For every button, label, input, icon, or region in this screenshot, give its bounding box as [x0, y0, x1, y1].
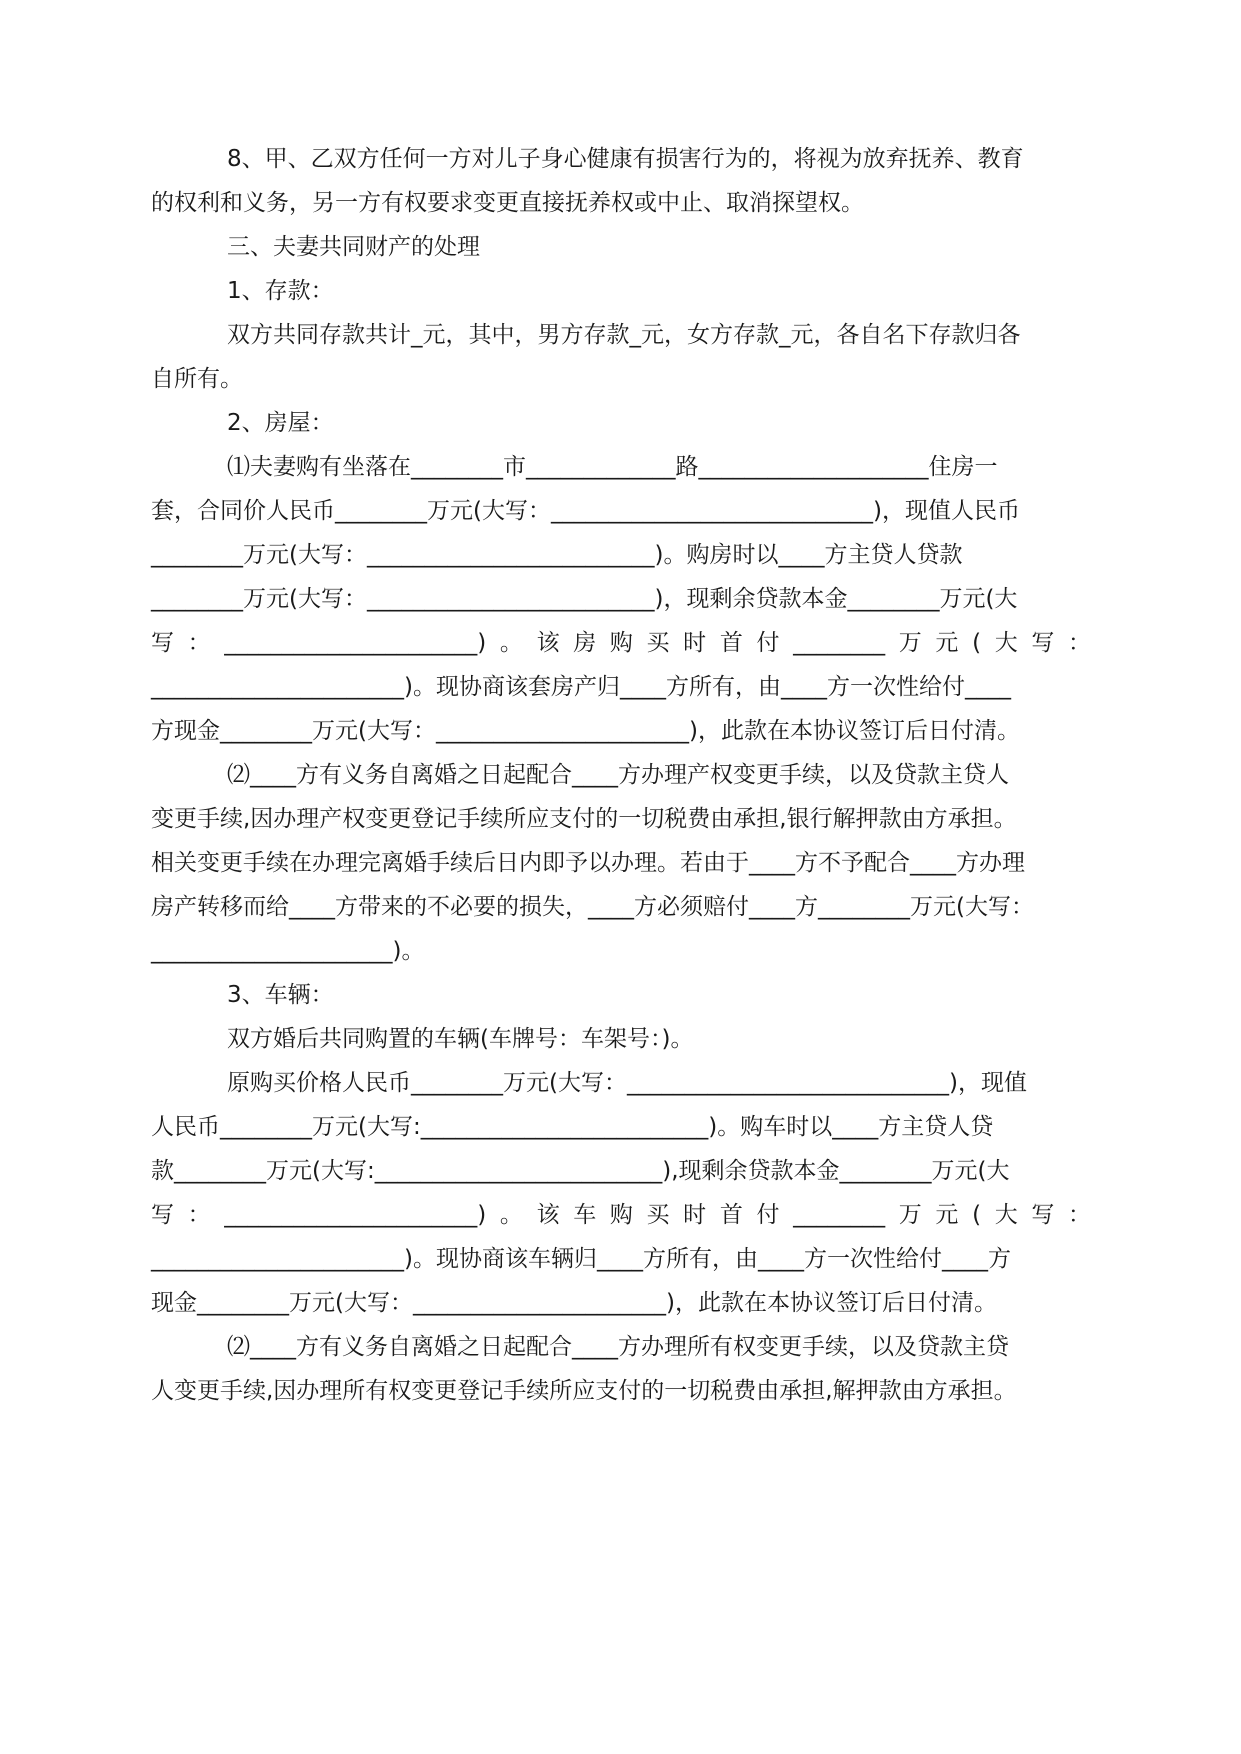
paragraph-line: 写：______________________)。该房购买时首付________万元(大写：: [151, 630, 1091, 656]
paragraph-line: ⑵____方有义务自离婚之日起配合____方办理所有权变更手续，以及贷款主贷: [227, 1334, 1009, 1360]
paragraph-line: ______________________)。现协商该车辆归____方所有，由____方一次性给付____方: [151, 1246, 1011, 1272]
paragraph-line: ______________________)。现协商该套房产归____方所有，由____方一次性给付____: [151, 674, 1011, 700]
paragraph-line: ⑴夫妻购有坐落在________市_____________路____________________住房一: [227, 454, 998, 480]
paragraph-line: 8、甲、乙双方任何一方对儿子身心健康有损害行为的，将视为放弃抚养、教育: [227, 146, 1024, 172]
paragraph-line: ________万元(大写：_________________________)。购房时以____方主贷人贷款: [151, 542, 963, 568]
paragraph-line: 套，合同价人民币________万元(大写：____________________________)，现值人民币: [151, 498, 1020, 524]
subsection-heading: 3、车辆：: [227, 982, 334, 1008]
paragraph-line: 的权利和义务，另一方有权要求变更直接抚养权或中止、取消探望权。: [151, 190, 864, 216]
paragraph-line: 方现金________万元(大写：______________________)，此款在本协议签订后日付清。: [151, 718, 1020, 744]
paragraph-line: 人民币________万元(大写:_________________________)。购车时以____方主贷人贷: [151, 1114, 994, 1140]
paragraph-line: ⑵____方有义务自离婚之日起配合____方办理产权变更手续，以及贷款主贷人: [227, 762, 1009, 788]
paragraph-line: 房产转移而给____方带来的不必要的损失，____方必须赔付____方________万元(大写：: [151, 894, 1034, 920]
paragraph-line: _____________________)。: [151, 938, 425, 964]
section-heading: 三、夫妻共同财产的处理: [227, 234, 480, 260]
paragraph-line: 款________万元(大写:_________________________),现剩余贷款本金________万元(大: [151, 1158, 1010, 1184]
paragraph-line: 双方婚后共同购置的车辆(车牌号：车架号：)。: [227, 1026, 694, 1052]
paragraph-line: 写：______________________)。该车购买时首付________万元(大写：: [151, 1202, 1091, 1228]
paragraph-line: ________万元(大写：_________________________)，现剩余贷款本金________万元(大: [151, 586, 1018, 612]
subsection-heading: 2、房屋：: [227, 410, 334, 436]
paragraph-line: 自所有。: [151, 366, 243, 392]
paragraph-line: 双方共同存款共计_元，其中，男方存款_元，女方存款_元，各自名下存款归各: [227, 322, 1021, 348]
paragraph-line: 原购买价格人民币________万元(大写：____________________________)，现值: [227, 1070, 1027, 1096]
paragraph-line: 变更手续,因办理产权变更登记手续所应支付的一切税费由承担,银行解押款由方承担。: [151, 806, 1017, 832]
paragraph-line: 现金________万元(大写：______________________)，此款在本协议签订后日付清。: [151, 1290, 997, 1316]
subsection-heading: 1、存款：: [227, 278, 334, 304]
paragraph-line: 相关变更手续在办理完离婚手续后日内即予以办理。若由于____方不予配合____方办理: [151, 850, 1025, 876]
paragraph-line: 人变更手续,因办理所有权变更登记手续所应支付的一切税费由承担,解押款由方承担。: [151, 1378, 1017, 1404]
